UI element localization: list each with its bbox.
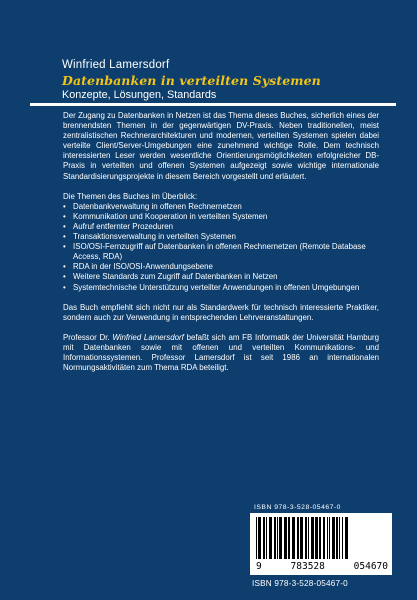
bullet-icon: • [63,211,66,221]
barcode-bar [339,517,340,559]
barcode-bars [256,517,386,559]
topic-item [63,222,379,232]
topic-label: Datenbankverwaltung in offenen Rechnernetzen [73,201,242,211]
barcode-bar [342,517,343,559]
topic-label: ISO/OSI-Fernzugriff auf Datenbanken in offenen Rechnernetzen (Remote Database Access, RDA) [73,242,366,262]
topic-item [63,262,379,272]
bullet-icon: • [63,272,66,282]
topic-label: Systemtechnische Unterstützung verteilter Anwendungen in offenen Umgebungen [73,282,360,292]
isbn-small: ISBN 978-3-528-05467-0 [254,504,341,511]
bullet-icon: • [63,242,66,252]
topic-label: Aufruf entfernter Prozeduren [73,221,174,231]
barcode-bar [336,517,338,559]
topics-list [63,202,379,293]
barcode-bar [266,517,267,559]
barcode-bar [300,517,303,559]
author-name: Winfried Lamersdorf [62,59,170,71]
topic-label: Weitere Standards zum Zugriff auf Datenbanken in Netzen [73,272,278,282]
barcode-bar [305,517,307,559]
barcode-bar [274,517,276,559]
bullet-icon: • [63,232,66,242]
barcode-bar [323,517,325,559]
barcode-bar [292,517,295,559]
topic-label: Transaktionsverwaltung in verteilten Systemen [73,232,236,242]
barcode-bar [258,517,261,559]
barcode-digit-right: 054670 [353,561,388,572]
barcode-bar [345,517,348,559]
barcode-bar [308,517,309,559]
barcode-bar [319,517,321,559]
topic-item [63,283,379,293]
recommendation-paragraph: Das Buch empfiehlt sich nicht nur als Standardwerk für technisch interessierte Praktiker, sondern auch zur Verwendung in entsprechenden Lehrveranstaltungen. [63,302,379,322]
blurb-text [63,111,379,373]
topic-label: Kommunikation und Kooperation in verteilten Systemen [73,211,268,221]
divider-rule [30,103,396,106]
barcode-bar [327,517,328,559]
barcode-bar [263,517,265,559]
barcode-bar [269,517,272,559]
barcode-bar [256,517,257,559]
barcode-bar [315,517,318,559]
bullet-icon: • [63,221,66,231]
topic-item [63,242,379,262]
barcode-digit-left: 783528 [290,561,325,572]
topic-item [63,202,379,212]
barcode-bar [332,517,335,559]
barcode-bar [284,517,287,559]
author-bio [63,333,379,373]
topic-item [63,272,379,282]
bio-prefix: Professor Dr. [63,332,113,342]
barcode [250,513,392,575]
barcode-bar [311,517,314,559]
book-subtitle: Konzepte, Lösungen, Standards [62,89,217,101]
barcode-bar [279,517,282,559]
topic-item [63,212,379,222]
book-title: Datenbanken in verteilten Systemen [62,73,321,88]
bullet-icon: • [63,201,66,211]
topics-heading: Die Themen des Buches im Überblick: [63,191,198,201]
bullet-icon: • [63,282,66,292]
barcode-bar [329,517,330,559]
barcode-digits [256,561,388,572]
topic-item [63,232,379,242]
barcode-bar [277,517,278,559]
bullet-icon: • [63,262,66,272]
intro-paragraph: Der Zugang zu Datenbanken in Netzen ist das Thema dieses Buches, sicherlich eines der brennendsten Themen in der gegenwärtigen DV-Praxis. Neben traditionellen, meist zentralistischen Rechnerarchitekturen und modernen, verteilten Systemen spielen dabei verteilte Client/Server-Umgebungen eine zunehmend wichtige Rolle. Dem technisch interessierten Leser werden wesentliche Orientierungsmöglichkeiten erfolgreicher DB-Praxis in verteilten und offenen Systemen aufgezeigt sowie wichtige internationale Standardisierungsprojekte in diesem Bereich vorgestellt und erläutert. [63,111,379,181]
isbn-bottom: ISBN 978-3-528-05467-0 [252,579,348,588]
barcode-digit-prefix: 9 [256,561,262,572]
bio-author-name: Winfried Lamersdorf [112,332,184,342]
barcode-bar [288,517,290,559]
bio-text: befaßt sich am FB Informatik der Universität Hamburg mit Datenbanken sowie mit offenen und verteilten Kommunikations- und Informationssystemen. Professor Lamersdorf ist seit 1986 an internationalen Normungsaktivitäten zum Thema RDA beteiligt. [63,332,379,373]
topic-label: RDA in der ISO/OSI-Anwendungsebene [73,262,213,272]
barcode-bar [297,517,299,559]
